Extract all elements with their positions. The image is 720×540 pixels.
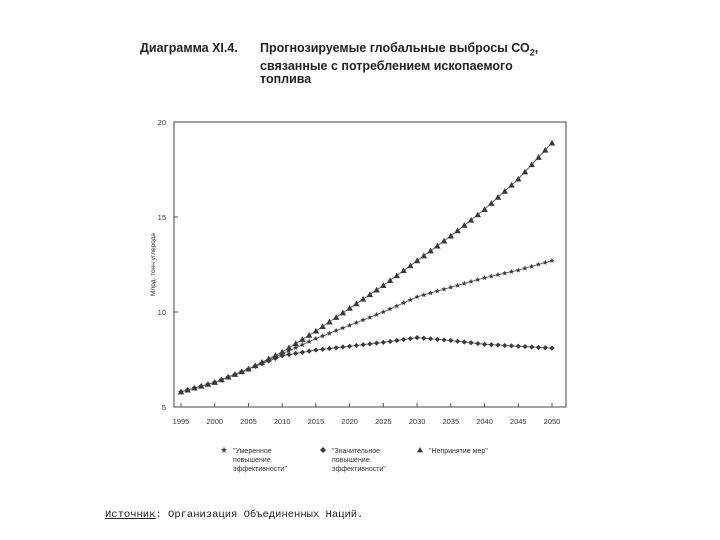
series-star-point-2034 — [441, 286, 446, 291]
series-diamond-point-2050 — [549, 346, 554, 351]
series-star-point-2045 — [516, 267, 521, 272]
series-diamond-point-2043 — [502, 343, 507, 348]
source-note — [105, 509, 363, 521]
x-tick-label-2045: 2045 — [509, 417, 527, 426]
series-triangle-point-2027 — [394, 272, 400, 278]
series-diamond-point-2023 — [367, 341, 372, 346]
series-diamond-point-2047 — [529, 344, 534, 349]
x-tick-label-2025: 2025 — [375, 417, 392, 426]
series-diamond-point-2017 — [327, 346, 332, 351]
series-diamond-point-2013 — [300, 350, 305, 355]
series-star-point-2036 — [455, 283, 460, 288]
series-star-point-2035 — [448, 284, 453, 289]
series-diamond-point-2011 — [286, 352, 291, 357]
series-star-point-2043 — [502, 270, 507, 275]
series-diamond-point-2048 — [536, 345, 541, 350]
series-triangle-point-2020 — [346, 305, 352, 311]
y-tick-label-15: 15 — [157, 213, 166, 222]
series-triangle-point-2025 — [380, 282, 386, 288]
figure-caption: Диаграмма XI.4. — [140, 41, 238, 55]
legend-marker-triangle — [417, 447, 423, 452]
series-diamond-point-2026 — [388, 339, 393, 344]
series-star-point-2025 — [381, 309, 386, 314]
series-star-point-2026 — [387, 306, 392, 311]
series-diamond-point-2020 — [347, 344, 352, 349]
series-star-point-2049 — [543, 260, 548, 265]
x-tick-label-2050: 2050 — [543, 417, 561, 426]
title-line1: Прогнозируемые глобальные выбросы $СО_2$, — [260, 41, 539, 58]
series-line-star — [181, 261, 552, 392]
x-tick-label-1995: 1995 — [172, 417, 190, 426]
series-star-point-2038 — [468, 279, 473, 284]
series-star-point-2050 — [549, 258, 554, 263]
series-diamond-point-2040 — [482, 342, 487, 347]
series-triangle-point-2021 — [353, 300, 359, 306]
x-tick-label-2005: 2005 — [240, 417, 257, 426]
series-star-point-2041 — [489, 273, 494, 278]
source-label: Источник — [105, 509, 156, 521]
series-triangle-point-2017 — [326, 319, 332, 325]
series-diamond-point-2042 — [495, 342, 500, 347]
series-triangle-point-2019 — [340, 310, 346, 316]
series-triangle-point-2014 — [306, 332, 312, 338]
series-diamond-point-2038 — [468, 340, 473, 345]
series-star-point-2047 — [529, 264, 534, 269]
series-star-point-2030 — [414, 294, 419, 299]
y-tick-label-10: 10 — [157, 308, 166, 317]
series-triangle-point-2029 — [407, 262, 413, 268]
series-triangle-point-2032 — [427, 248, 433, 254]
x-tick-label-2020: 2020 — [341, 417, 358, 426]
legend-label-star-line-1: "Умеренное — [233, 448, 272, 455]
series-star-point-2016 — [320, 333, 325, 338]
series-triangle-point-2018 — [333, 314, 339, 320]
y-tick-label-20: 20 — [157, 118, 166, 127]
series-star-point-2044 — [509, 269, 514, 274]
x-tick-label-2010: 2010 — [273, 417, 291, 426]
series-diamond-point-2027 — [394, 338, 399, 343]
series-triangle-point-2011 — [286, 345, 292, 351]
series-diamond-point-2049 — [543, 345, 548, 350]
series-diamond-point-2028 — [401, 337, 406, 342]
series-star-point-2031 — [421, 292, 426, 297]
legend-label-star-line-3: эффективности" — [233, 466, 287, 473]
series-diamond-point-2025 — [381, 340, 386, 345]
series-diamond-point-2016 — [320, 347, 325, 352]
series-star-point-2033 — [435, 288, 440, 293]
series-star-point-2024 — [374, 312, 379, 317]
series-diamond-point-2034 — [441, 337, 446, 342]
series-star-point-2021 — [354, 320, 359, 325]
series-diamond-point-2024 — [374, 341, 379, 346]
series-diamond-point-2031 — [421, 336, 426, 341]
series-diamond-point-2029 — [408, 336, 413, 341]
series-diamond-point-2041 — [489, 342, 494, 347]
series-star-point-2014 — [306, 339, 311, 344]
x-tick-label-2015: 2015 — [307, 417, 325, 426]
x-tick-label-2035: 2035 — [442, 417, 460, 426]
series-diamond-point-2018 — [334, 345, 339, 350]
series-star-point-2019 — [340, 325, 345, 330]
series-triangle-point-2013 — [299, 336, 305, 342]
series-star-point-2013 — [300, 342, 305, 347]
series-triangle-point-2023 — [367, 291, 373, 297]
series-diamond-point-2039 — [475, 341, 480, 346]
series-triangle-point-2030 — [414, 258, 420, 264]
legend-label-diamond-line-2: повышение — [332, 457, 370, 464]
series-triangle-point-2024 — [373, 287, 379, 293]
source-text: : Организация Объединенных Наций. — [155, 509, 364, 521]
series-star-point-2048 — [536, 262, 541, 267]
series-triangle-point-2022 — [360, 296, 366, 302]
series-star-point-2023 — [367, 314, 372, 319]
title-line2: связанные с потреблением ископаемого — [260, 58, 513, 73]
series-star-point-2037 — [462, 281, 467, 286]
legend-marker-diamond — [320, 447, 326, 453]
x-tick-label-2040: 2040 — [476, 417, 493, 426]
series-diamond-point-2033 — [435, 337, 440, 342]
series-star-point-2046 — [522, 265, 527, 270]
series-star-point-2042 — [495, 272, 500, 277]
series-line-triangle — [181, 143, 552, 392]
series-diamond-point-2012 — [293, 351, 298, 356]
legend-marker-star — [221, 447, 227, 453]
series-star-point-2039 — [475, 277, 480, 282]
series-star-point-2015 — [313, 336, 318, 341]
series-diamond-point-2032 — [428, 336, 433, 341]
series-star-point-2017 — [327, 330, 332, 335]
series-star-point-2018 — [333, 328, 338, 333]
series-triangle-point-2010 — [279, 349, 285, 355]
x-tick-label-2000: 2000 — [206, 417, 224, 426]
series-diamond-point-2014 — [307, 349, 312, 354]
legend-label-star-line-2: повышение — [233, 457, 271, 464]
series-star-point-2028 — [401, 300, 406, 305]
legend-label-triangle-line-1: "Непринятие мер" — [429, 448, 488, 455]
series-triangle-point-2016 — [319, 323, 325, 329]
series-diamond-point-2046 — [522, 344, 527, 349]
plot-frame — [174, 122, 566, 407]
series-diamond-point-2019 — [340, 344, 345, 349]
series-diamond-point-2022 — [361, 342, 366, 347]
series-diamond-point-2036 — [455, 339, 460, 344]
series-triangle-point-2031 — [421, 253, 427, 259]
series-diamond-point-2015 — [313, 347, 318, 352]
series-diamond-point-2037 — [462, 339, 467, 344]
series-triangle-point-2034 — [441, 238, 447, 244]
series-star-point-2022 — [360, 317, 365, 322]
series-star-point-2020 — [347, 322, 352, 327]
y-tick-label-5: 5 — [161, 403, 166, 412]
series-triangle-point-2050 — [549, 140, 555, 146]
series-diamond-point-2045 — [516, 344, 521, 349]
y-axis-label: Млрд. тонн углерода — [150, 233, 157, 296]
series-star-point-2032 — [428, 290, 433, 295]
series-triangle-point-2033 — [434, 243, 440, 249]
series-star-point-2029 — [408, 297, 413, 302]
series-triangle-point-2028 — [400, 267, 406, 273]
x-tick-label-2030: 2030 — [408, 417, 426, 426]
series-diamond-point-2021 — [354, 343, 359, 348]
series-star-point-2027 — [394, 303, 399, 308]
series-star-point-2040 — [482, 275, 487, 280]
series-triangle-point-2015 — [313, 328, 319, 334]
legend-label-diamond-line-3: эффективности" — [332, 466, 386, 473]
series-diamond-point-2030 — [414, 335, 419, 340]
title-line3: топлива — [260, 71, 312, 86]
series-triangle-point-2012 — [292, 340, 298, 346]
series-triangle-point-2026 — [387, 277, 393, 283]
series-diamond-point-2035 — [448, 338, 453, 343]
series-diamond-point-2044 — [509, 343, 514, 348]
series-triangle-point-2009 — [272, 352, 278, 358]
legend-label-diamond-line-1: "Значительное — [332, 448, 381, 455]
